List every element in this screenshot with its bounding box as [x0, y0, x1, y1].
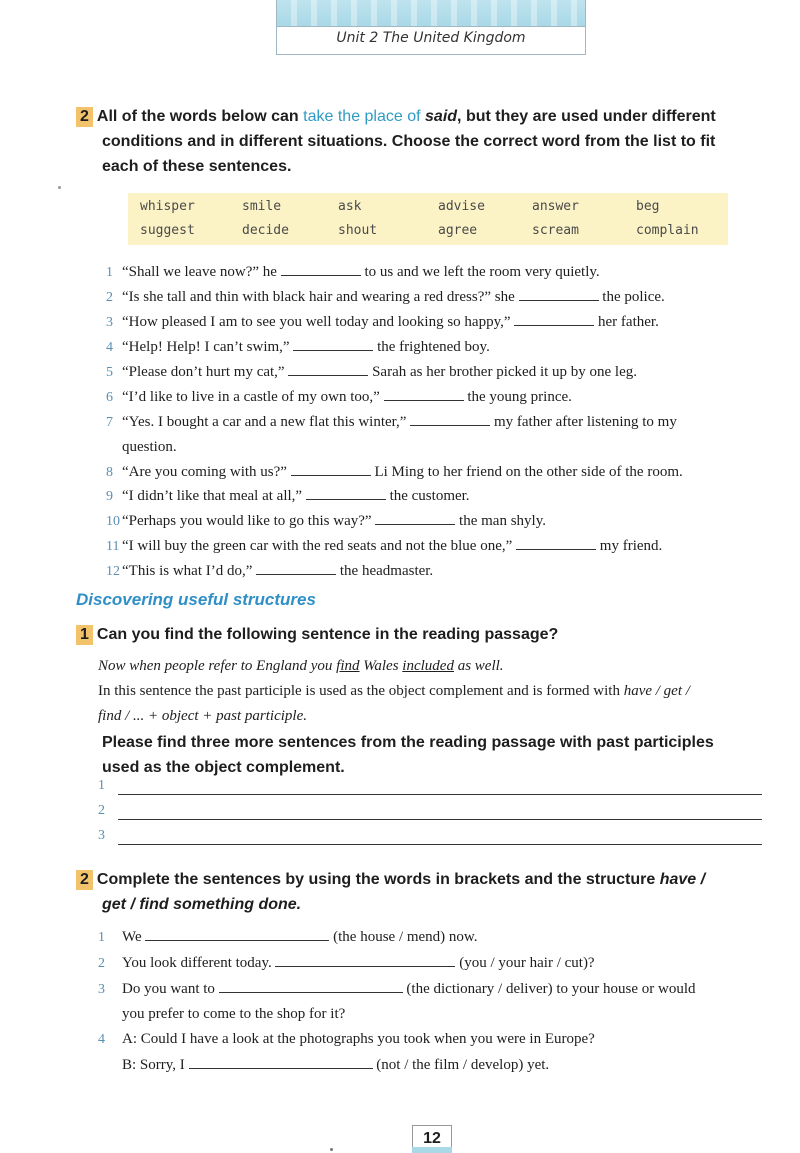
- sentence-text: “I’d like to live in a castle of my own too,”: [122, 389, 380, 405]
- word-bank: [128, 193, 728, 245]
- sentence-item: [106, 561, 433, 582]
- answer-blank[interactable]: [145, 928, 329, 941]
- margin-dot: [58, 186, 61, 189]
- sentence-text: “Is she tall and thin with black hair and wearing a red dress?” she: [122, 289, 515, 305]
- answer-blank[interactable]: [514, 313, 594, 326]
- instr-line-2: conditions and in different situations. Choose the correct word from the list to fit: [102, 133, 716, 150]
- completion-item: [98, 927, 478, 948]
- answer-blank[interactable]: [375, 512, 455, 525]
- item-text: You look different today.: [122, 955, 272, 971]
- sentence-text: “I will buy the green car with the red seats and not the blue one,”: [122, 538, 513, 554]
- sentence-item: [106, 337, 490, 358]
- sentence-number: 9: [106, 489, 113, 504]
- sentence-text: the headmaster.: [339, 563, 434, 579]
- sentence-item: [106, 312, 659, 333]
- item-number: 3: [98, 982, 105, 997]
- answer-blank[interactable]: [306, 487, 386, 500]
- sentence-number: 7: [106, 415, 113, 430]
- explanation-italic: have / get /: [623, 683, 690, 699]
- completion-item: [98, 953, 595, 974]
- explanation-line-1: [98, 681, 690, 701]
- completion-item: [98, 979, 696, 1000]
- sentence-text: her father.: [598, 314, 659, 330]
- example-text: Now when people refer to England you: [98, 658, 337, 674]
- exercise-number-badge: 2: [76, 107, 93, 127]
- sentence-text: “Are you coming with us?”: [122, 464, 287, 480]
- exercise-2-instruction: [76, 104, 776, 179]
- word-bank-item: shout: [338, 223, 378, 238]
- sentence-number: 1: [106, 265, 113, 280]
- instr-highlight: take the place of: [303, 108, 421, 125]
- example-sentence: [98, 656, 504, 676]
- answer-blank[interactable]: [219, 980, 403, 993]
- instr-text: , but they are used under different: [457, 108, 716, 125]
- sentence-item: [106, 412, 677, 433]
- answer-blank[interactable]: [288, 363, 368, 376]
- exercise-number-badge: 2: [76, 870, 93, 890]
- item-number: 1: [98, 930, 105, 945]
- word-bank-item: whisper: [140, 199, 195, 214]
- sentence-continuation: question.: [122, 439, 177, 455]
- sentence-text: the frightened boy.: [377, 339, 490, 355]
- instr-italic: get / find something done.: [102, 896, 302, 913]
- unit-header: [276, 0, 586, 55]
- word-bank-item: answer: [532, 199, 579, 214]
- margin-dot: [330, 1148, 333, 1151]
- sentence-number: 5: [106, 365, 113, 380]
- instr-text: All of the words below can: [96, 108, 304, 125]
- sentence-text: my friend.: [599, 538, 663, 554]
- answer-blank[interactable]: [516, 537, 596, 550]
- sentence-text: Li Ming to her friend on the other side of the room.: [374, 464, 683, 480]
- instr-said: said: [420, 108, 458, 125]
- sentence-item: [106, 536, 662, 557]
- sentence-number: 6: [106, 390, 113, 405]
- header-decoration: [277, 0, 585, 27]
- instr-text: Can you find the following sentence in the reading passage?: [96, 626, 559, 643]
- explanation-text: In this sentence the past participle is used as the object complement and is formed with: [98, 683, 624, 699]
- answer-line[interactable]: [118, 844, 762, 845]
- sentence-text: “I didn’t like that meal at all,”: [122, 488, 303, 504]
- word-bank-item: agree: [438, 223, 478, 238]
- answer-blank[interactable]: [293, 338, 373, 351]
- item-text: A: Could I have a look at the photographs you took when you were in Europe?: [122, 1031, 595, 1047]
- instr-text: Complete the sentences by using the words in brackets and the structure: [96, 871, 660, 888]
- sentence-text: the police.: [602, 289, 665, 305]
- sentence-item: [106, 387, 572, 408]
- word-bank-item: suggest: [140, 223, 195, 238]
- sentence-item: [106, 287, 665, 308]
- sentence-number: 8: [106, 465, 113, 480]
- sentence-text: “Help! Help! I can’t swim,”: [122, 339, 290, 355]
- structure-exercise-1-instruction: [76, 622, 776, 647]
- answer-blank[interactable]: [189, 1056, 373, 1069]
- sentence-text: the young prince.: [467, 389, 572, 405]
- item-text: (you / your hair / cut)?: [459, 955, 595, 971]
- section-title: Discovering useful structures: [76, 590, 316, 609]
- example-underlined: find: [336, 658, 360, 674]
- structure-exercise-2-instruction: [76, 867, 776, 917]
- sentence-number: 11: [106, 539, 120, 554]
- answer-blank[interactable]: [275, 954, 455, 967]
- answer-blank[interactable]: [410, 413, 490, 426]
- instr-line-3: each of these sentences.: [102, 158, 292, 175]
- item-continuation: [122, 1055, 549, 1075]
- item-text: We: [122, 929, 142, 945]
- sentence-text: “Yes. I bought a car and a new flat this winter,”: [122, 414, 407, 430]
- answer-line[interactable]: [118, 794, 762, 795]
- sentence-text: “Shall we leave now?” he: [122, 264, 277, 280]
- sentence-item: [106, 511, 546, 532]
- sentence-text: “Please don’t hurt my cat,”: [122, 364, 285, 380]
- item-continuation: you prefer to come to the shop for it?: [122, 1006, 346, 1022]
- sentence-item: [106, 462, 683, 483]
- sentence-number: 2: [106, 290, 113, 305]
- item-text: B: Sorry, I: [122, 1057, 185, 1073]
- answer-blank[interactable]: [519, 288, 599, 301]
- word-bank-item: ask: [338, 199, 362, 214]
- sentence-text: “How pleased I am to see you well today and looking so happy,”: [122, 314, 511, 330]
- exercise-number-badge: 1: [76, 625, 93, 645]
- word-bank-item: scream: [532, 223, 579, 238]
- example-underlined: included: [402, 658, 454, 674]
- answer-blank[interactable]: [256, 562, 336, 575]
- item-text: (not / the film / develop) yet.: [376, 1057, 550, 1073]
- word-bank-item: advise: [438, 199, 485, 214]
- sentence-number: 10: [106, 514, 120, 529]
- answer-blank[interactable]: [291, 463, 371, 476]
- example-text: as well.: [453, 658, 504, 674]
- sentence-text: “This is what I’d do,”: [122, 563, 253, 579]
- word-bank-item: smile: [242, 199, 282, 214]
- item-text: (the house / mend) now.: [333, 929, 478, 945]
- sentence-text: my father after listening to my: [493, 414, 677, 430]
- sentence-number: 4: [106, 340, 113, 355]
- sentence-text: to us and we left the room very quietly.: [364, 264, 600, 280]
- instr-italic: have /: [659, 871, 706, 888]
- sentence-item: [106, 362, 637, 383]
- unit-title: Unit 2 The United Kingdom: [336, 30, 526, 46]
- page-number: 12: [412, 1125, 452, 1153]
- sentence-item: [106, 262, 600, 283]
- explanation-line-2: find / ... + object + past participle.: [98, 708, 307, 724]
- sentence-text: the customer.: [389, 488, 470, 504]
- example-text: Wales: [359, 658, 403, 674]
- answer-blank[interactable]: [384, 388, 464, 401]
- task-line-1: Please find three more sentences from the reading passage with past participles: [102, 734, 714, 751]
- item-text: Do you want to: [122, 981, 215, 997]
- answer-line[interactable]: [118, 819, 762, 820]
- word-bank-item: decide: [242, 223, 289, 238]
- answer-line-number: 3: [98, 828, 105, 843]
- task-line-2: used as the object complement.: [102, 759, 345, 776]
- answer-line-number: 2: [98, 803, 105, 818]
- sentence-text: the man shyly.: [459, 513, 546, 529]
- item-number: 2: [98, 956, 105, 971]
- item-number: 4: [98, 1032, 105, 1047]
- page-number-decoration: [412, 1147, 452, 1153]
- sentence-item: [106, 486, 470, 507]
- sentence-number: 3: [106, 315, 113, 330]
- sentence-number: 12: [106, 564, 120, 579]
- completion-item: [98, 1029, 595, 1050]
- answer-blank[interactable]: [281, 263, 361, 276]
- sentence-text: “Perhaps you would like to go this way?”: [122, 513, 372, 529]
- sentence-text: Sarah as her brother picked it up by one leg.: [372, 364, 638, 380]
- structure-task: [102, 730, 782, 780]
- item-text: (the dictionary / deliver) to your house or would: [406, 981, 696, 997]
- word-bank-item: beg: [636, 199, 660, 214]
- word-bank-item: complain: [636, 223, 699, 238]
- answer-line-number: 1: [98, 778, 105, 793]
